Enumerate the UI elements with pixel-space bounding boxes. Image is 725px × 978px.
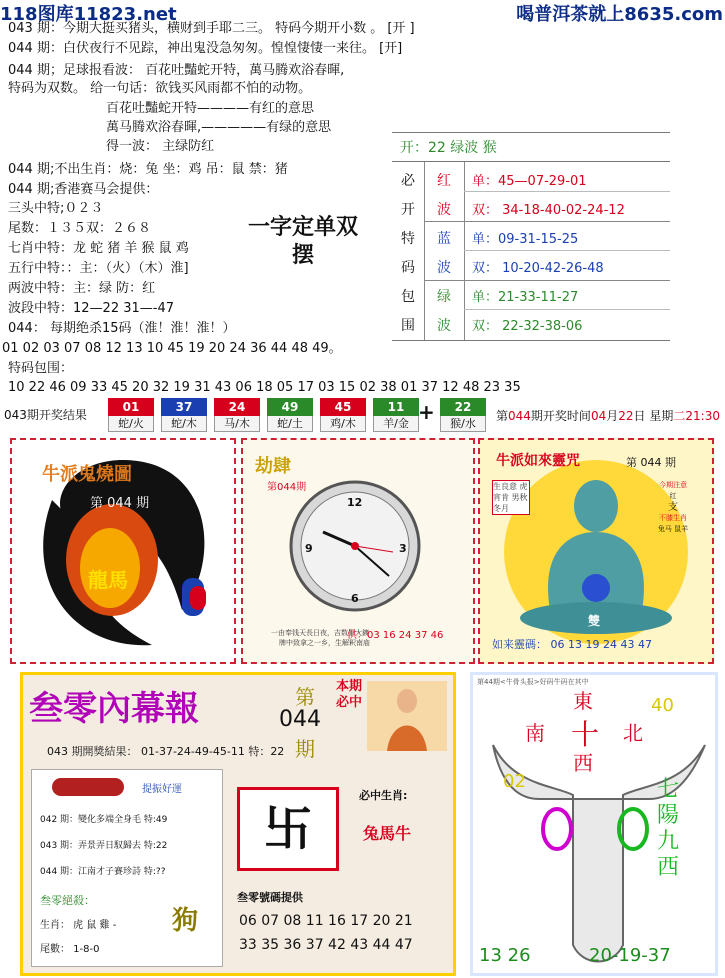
panel3-chest: 雙 <box>588 614 601 628</box>
next-week: 星期 <box>649 409 674 423</box>
draw-ball <box>267 398 313 432</box>
panel-buddha <box>478 438 714 664</box>
nums-label: 叁零號碼提供 <box>237 891 303 904</box>
tip-line: 特码包围： <box>8 361 74 376</box>
tip-line: 044： 每期绝杀15码（淮！淮！淮！） <box>8 321 236 336</box>
right-box-line: 兔马 鼠羊 <box>657 525 689 533</box>
table-row-label: 单：45—07-29-01 <box>472 174 587 189</box>
table-row-label: 单：21-33-11-27 <box>472 290 579 305</box>
draw-label: 043期开奖结果 <box>4 408 87 422</box>
big-slogan <box>238 214 368 270</box>
goddess-picture <box>367 681 447 751</box>
panel5-caption: 第44期<牛骨头报>好码牛码在其中 <box>477 678 589 686</box>
draw-ball <box>373 398 419 432</box>
panel4-title: 叁零內幕報 <box>29 689 199 729</box>
ball-number: 37 <box>161 398 207 416</box>
left-col-char: 开 <box>401 202 415 218</box>
right-box-line: 不膝生肖 <box>659 514 687 522</box>
left-col-char: 特 <box>401 231 415 247</box>
next-time: 21:30 <box>685 409 720 423</box>
draw-ball <box>108 398 154 432</box>
vertical-char: 九 <box>656 829 679 854</box>
table-left-col <box>392 162 424 340</box>
number-40: 40 <box>651 695 674 716</box>
panel1-title: 牛派鬼燒圖 <box>42 464 132 485</box>
tip-line: 七肖中特：龙 蛇 猪 羊 猴 鼠 鸡 <box>8 241 189 256</box>
zodiac-line: 生肖： 虎 鼠 雞 - <box>40 920 117 931</box>
mystery-glyph: 卐 <box>263 801 312 857</box>
panel2-issue: 第044期 <box>267 482 307 493</box>
ball-zodiac: 蛇/木 <box>161 416 207 432</box>
tip-line: 特码为双数。 给一句话：欲钱买风雨都不怕的动物。 <box>8 81 312 96</box>
vertical-char: 陽 <box>656 803 679 828</box>
panel-zodiac-clock <box>241 438 475 664</box>
vertical-text <box>653 777 683 881</box>
table-open: 开：22 绿波 猴 <box>392 132 670 162</box>
panel2-caption: 牌中致拿之一乡，生解釈南庙 <box>279 639 370 647</box>
ball-number: 24 <box>214 398 260 416</box>
nums-row: 33 35 36 37 42 43 44 47 <box>239 937 413 953</box>
must-zodiac: 兔馬牛 <box>363 824 412 843</box>
tip-line: 044 期;香港赛马会提供： <box>8 182 159 197</box>
left-col-char: 码 <box>401 260 415 276</box>
dir-east: 東 <box>573 689 593 713</box>
ball-zodiac: 蛇/土 <box>267 416 313 432</box>
panel4-vtag: 本期必中 <box>335 679 362 710</box>
next-day-unit: 日 <box>633 409 646 423</box>
history-line: 042 期：變化多端全身毛 特:49 <box>40 815 168 825</box>
site-title: 118图库11823.net <box>0 4 177 25</box>
tail-line: 尾數： 1-8-0 <box>40 944 100 955</box>
history-card <box>31 769 223 967</box>
panel2-credit: 供：03 16 24 37 46 <box>347 630 444 641</box>
tip-line: 10 22 46 09 33 45 20 32 19 31 43 06 18 05 17 03 15 02 38 01 37 12 48 23 35 <box>8 380 521 395</box>
left-col-char: 围 <box>401 318 415 334</box>
panel4-result: 043 期開獎結果： 01-37-24-49-45-11 特：22 <box>47 745 285 758</box>
tip-line: 波段中特：12—22 31—-47 <box>8 301 174 316</box>
plus-sign: + <box>418 400 435 424</box>
left-col-char: 必 <box>401 173 415 189</box>
clock-number-12: 12 <box>347 496 363 509</box>
draw-ball <box>161 398 207 432</box>
big-slogan-line2: 摆 <box>291 243 314 268</box>
panel3-issue: 第 044 期 <box>626 456 676 469</box>
table-divider <box>464 162 465 340</box>
wave-char: 红 <box>437 173 451 189</box>
ball-zodiac: 鸡/木 <box>320 416 366 432</box>
ball-zodiac: 羊/金 <box>373 416 419 432</box>
next-day: 22 <box>618 409 634 423</box>
zodiac-label: 叁零絕殺： <box>40 894 95 907</box>
table-divider <box>424 162 425 340</box>
panel-inside-news <box>20 672 456 976</box>
left-col-char: 包 <box>401 289 415 305</box>
card-title: 提振好運 <box>142 784 182 795</box>
special-code-table <box>392 132 670 341</box>
next-prefix: 第 <box>496 409 509 423</box>
next-issue: 044 <box>508 409 531 423</box>
tip-line: 044 期：白伏夜行不见踪，神出鬼没急匆匆。惶惶悽悽一来往。 [开] <box>8 41 403 56</box>
wave-char: 波 <box>437 260 451 276</box>
vertical-char: 西 <box>656 855 679 880</box>
right-box-line: 支 <box>668 502 678 513</box>
panel3-footer: 如来靈碼： 06 13 19 24 43 47 <box>492 638 652 651</box>
next-month: 04 <box>590 409 607 423</box>
table-row-label: 双： 22-32-38-06 <box>472 319 583 334</box>
bottom-right-numbers: 20-19-37 <box>589 945 671 966</box>
table-wave-col <box>428 162 460 340</box>
right-box-line: 红 <box>669 492 677 500</box>
ball-zodiac: 蛇/火 <box>108 416 154 432</box>
table-rule <box>464 250 670 251</box>
draw-ball <box>320 398 366 432</box>
next-month-unit: 月 <box>606 409 619 423</box>
panel3-right-box <box>650 480 696 535</box>
dir-center: 十 <box>571 718 600 751</box>
tip-line: 百花吐豔蛇开特————有红的意思 <box>106 101 315 116</box>
table-row-label: 双： 10-20-42-26-48 <box>472 261 604 276</box>
panel3-left-box: 生良意 虎宵肯 男秋冬月 <box>492 480 530 515</box>
number-02: 02 <box>503 771 526 792</box>
ball-number: 11 <box>373 398 419 416</box>
next-weekday: 二 <box>673 409 686 423</box>
panel2-title: 劫肆 <box>255 456 291 477</box>
clock-number-9: 9 <box>305 542 313 555</box>
table-rule <box>424 280 670 281</box>
ball-number: 01 <box>108 398 154 416</box>
ball-number: 49 <box>267 398 313 416</box>
panel1-stamp: 龍馬 <box>88 568 128 592</box>
ball-number: 22 <box>440 398 486 416</box>
panel1-issue: 第 044 期 <box>90 496 150 511</box>
next-mid: 期开奖时间 <box>530 409 591 423</box>
table-rule <box>464 309 670 310</box>
wave-char: 波 <box>437 202 451 218</box>
panel2-caption: 一由奉钱天長日夜，吉数原大鍍 <box>271 629 369 637</box>
wave-char: 绿 <box>437 289 451 305</box>
tip-line: 三头中特;０２３ <box>8 201 104 216</box>
panel3-title: 牛派如來靈咒 <box>496 453 580 469</box>
table-row-label: 单：09-31-15-25 <box>472 232 579 247</box>
must-label: 必中生肖: <box>359 789 408 802</box>
next-draw-time <box>496 407 720 424</box>
wave-char: 蓝 <box>437 231 451 247</box>
dir-south: 南 <box>525 721 545 745</box>
mystery-box <box>237 787 339 871</box>
table-body <box>392 162 670 341</box>
panel4-issue-top: 第 <box>295 685 315 709</box>
bottom-left-numbers: 13 26 <box>479 945 531 966</box>
dir-west: 西 <box>573 751 593 775</box>
big-slogan-line1: 一字定单双 <box>247 215 358 240</box>
tip-line: 得一波： 主绿防红 <box>106 139 215 154</box>
ball-zodiac: 猴/水 <box>440 416 486 432</box>
table-rule <box>424 221 670 222</box>
ball-number: 45 <box>320 398 366 416</box>
history-line: 044 期：江南才子賽珍詩 特:?? <box>40 867 166 877</box>
panel-ox-skull <box>470 672 718 976</box>
ball-zodiac: 马/木 <box>214 416 260 432</box>
dog-glyph: 狗 <box>172 906 199 936</box>
table-rule <box>464 191 670 192</box>
history-line: 043 期：弄景弄日馭歸去 特:22 <box>40 841 168 851</box>
vertical-char: 七 <box>656 777 679 802</box>
tip-line: 五行中特：：主：（火）（木）淮] <box>8 261 189 276</box>
table-row-label: 双： 34-18-40-02-24-12 <box>472 203 625 218</box>
card-banner <box>52 778 124 796</box>
tip-line: 萬马腾欢浴春暉,—————有绿的意思 <box>106 120 332 135</box>
nums-row: 06 07 08 11 16 17 20 21 <box>239 913 413 929</box>
draw-ball-special <box>440 398 486 432</box>
panel4-issue-num: 044 <box>279 707 321 732</box>
draw-ball <box>214 398 260 432</box>
tip-line: 044 期;不出生肖：烧：兔 坐：鸡 吊：鼠 禁：猪 <box>8 162 288 177</box>
clock-number-3: 3 <box>399 542 407 555</box>
wave-char: 波 <box>437 318 451 334</box>
tip-line: 043 期：今期大挺买猪头，横财到手耶二三。 特码今期开小数 。 [开 ] <box>8 21 415 36</box>
tip-line: 044 期；足球报看波： 百花吐豔蛇开特，萬马腾欢浴春暉, <box>8 63 345 78</box>
dir-north: 北 <box>623 721 643 745</box>
panel4-issue-bot: 期 <box>295 737 315 761</box>
tip-line: 两波中特：主：绿 防：红 <box>8 281 156 296</box>
panel-ghost-burning <box>10 438 236 664</box>
clock-number-6: 6 <box>351 592 359 605</box>
tip-line: 01 02 03 07 08 12 13 10 45 19 20 24 36 44 48 49。 <box>2 341 342 356</box>
site-slogan: 喝普洱茶就上8635.com <box>516 4 723 25</box>
right-box-line: 今期注意 <box>659 481 687 489</box>
tip-line: 尾数：１３５双：２６８ <box>8 221 152 236</box>
